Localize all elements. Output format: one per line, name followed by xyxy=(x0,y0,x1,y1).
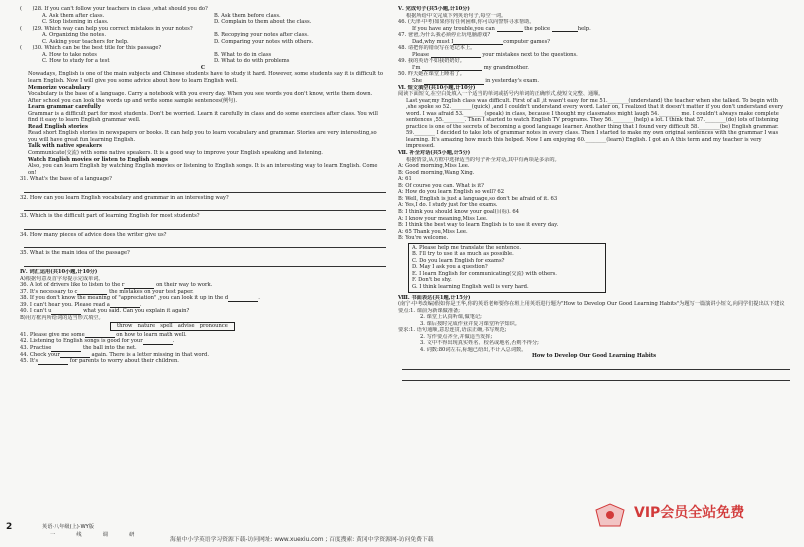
dialog-line-1: A: Good morning,Miss Lee. xyxy=(398,163,470,170)
dialog-option-g[interactable]: G. I think learning English well is very hard. xyxy=(412,283,529,290)
book-subtitle: 一 线 调 研 xyxy=(50,532,143,538)
question-50-english: She in yesterday's exam. xyxy=(412,78,539,85)
blank-38[interactable] xyxy=(228,296,258,302)
dialog-line-8[interactable]: B: I think you should know your goal(目标). 64 xyxy=(398,208,520,215)
dialog-line-5[interactable]: A: How do you learn English so well? 62 xyxy=(398,189,505,196)
section-4-b-instruction: B)用方框内所给词的适当形式填空。 xyxy=(20,314,104,321)
section-4-title: Ⅳ. 词汇运用(共10小题,计10分) xyxy=(20,268,98,275)
word-box: throw nature spell advise pronounce xyxy=(110,322,235,331)
passage-heading-1: Memorize vocabulary xyxy=(28,84,91,91)
question-28: ( )28. If you can't follow your teachers in class ,what should you do? xyxy=(20,6,208,12)
question-44: 44. Check your again. There is a letter missing in that word. xyxy=(20,351,209,358)
q30-option-c[interactable]: C. How to study for a test xyxy=(42,58,110,65)
book-title: 英语·八年级(上)·WY版 xyxy=(42,524,94,530)
answer-line-33[interactable] xyxy=(24,221,386,230)
dialog-option-a[interactable]: A. Please help me translate the sentence. xyxy=(412,244,521,251)
question-49: 49. 我的英语不如我奶奶好。 xyxy=(398,58,465,65)
question-45: 45. It's for parents to worry about their children. xyxy=(20,358,179,365)
question-47: 47. 爸爸,为什么我必须停止玩电脑游戏? xyxy=(398,32,491,39)
q30-options-2 xyxy=(20,58,386,65)
passage-heading-2: Learn grammar carefully xyxy=(28,104,101,111)
blank-45[interactable] xyxy=(38,359,68,365)
question-35: 35. What is the main idea of the passage? xyxy=(20,250,130,257)
download-ad-text[interactable]: 海量中小学英语学习资源下载-访问网址: www.xuexiu.com ; 百度搜索: 黄冈中学资源网-访问免费下载 xyxy=(170,537,434,543)
section-6-passage: Last year,my English class was difficult. First of all ,it wasn't easy for me 51.________(understand) the teacher when she talked. To begin with ,she spoke so 52.________(quick) ,and I couldn't understand every word. Later on, I realized that it doesn't matter if you don't understand every word. I was afraid 53.________(speak) in class, because I thought my classmates might laugh 54.________ me. I couldn't always make complete sentences ,55.________. Then I started to watch English TV programs. They 56.________(help) a lot. I think that 57.________(do) lots of listening practice is one of the secrets of becoming a good language learner. Another thing that I found very difficult 58.________(be) English grammar. 59.________ I decided to take lots of grammar notes in every class. Then I started to make my own original sentences with the grammar I was learning. It's amazing how much this helped. Now I am enjoying 60.________(learn) English. I got an A this term and my teacher is very impressed. xyxy=(406,97,784,150)
dialog-line-6[interactable]: B: Well, English is just a language,so don't be afraid of it. 63 xyxy=(398,195,558,202)
dialog-option-e[interactable]: E. I learn English for communicating(交流) with others. xyxy=(412,270,557,277)
q29-option-c[interactable]: C. Asking your teachers for help. xyxy=(42,38,129,45)
q28-option-d[interactable]: D. Complain to them about the class. xyxy=(214,19,312,26)
blank-50[interactable] xyxy=(424,79,484,85)
blank-40[interactable] xyxy=(51,309,81,315)
passage-para-2: Vocabulary is the base of a language. Carry a notebook with you every day. When you see words you don't know, write them down. After school you can look the words up and write some sample sentences(例句). xyxy=(28,91,373,104)
section-8-requirement-2: 2. 写作要点齐全,并做适当发挥; xyxy=(420,333,493,340)
essay-heading: How to Develop Our Good Learning Habits xyxy=(531,353,657,360)
question-31: 31. What's the base of a language? xyxy=(20,176,112,183)
question-41: 41. Please give me some on how to learn math well. xyxy=(20,331,187,338)
section-5-title: Ⅴ. 完成句子(共5小题,计10分) xyxy=(398,6,470,12)
essay-line-2[interactable] xyxy=(402,372,790,381)
dialog-option-c[interactable]: C. Do you learn English for exams? xyxy=(412,257,505,264)
q29-option-b[interactable]: B. Recopying your notes after class. xyxy=(214,32,309,39)
question-43: 43. Practise the ball into the net. xyxy=(20,344,137,351)
question-50: 50. 昨天她在课堂上睡着了。 xyxy=(398,71,465,78)
question-36: 36. A lot of drivers like to listen to the r on their way to work. xyxy=(20,282,213,289)
q28-option-b[interactable]: B. Ask them before class. xyxy=(214,12,281,19)
blank-46b[interactable] xyxy=(552,26,578,32)
passage-para-1: Nowadays, English is one of the main subjects and Chinese students have to study it hard. However, some students say it is difficult to learn English. Now I will give you some advice about how to learn English well. xyxy=(28,71,383,85)
dialog-line-12: B: You're welcome. xyxy=(398,235,449,242)
question-40: 40. I can't u what you said. Can you explain it again? xyxy=(20,308,190,315)
left-column xyxy=(20,6,386,365)
vip-banner[interactable]: VIP会员全站免费 xyxy=(634,505,745,521)
answer-line-31[interactable] xyxy=(24,184,386,193)
dialog-option-b[interactable]: B. I'll try to use it as much as possible. xyxy=(412,251,514,258)
q29-option-d[interactable]: D. Comparing your notes with others. xyxy=(214,38,314,45)
page-number: 2 xyxy=(6,522,13,532)
question-46-english: If you have any trouble,you can the police help. xyxy=(412,25,591,32)
question-29: ( )29. Which way can help you correct mistakes in your notes? xyxy=(20,25,193,32)
section-4-a-instruction: A)根据句意及首字母提示完成单词。 xyxy=(20,275,104,282)
essay-line-1[interactable] xyxy=(402,361,790,370)
passage-para-5: Communicate(交流) with some native speakers. It is a good way to improve your English speaking and listening. xyxy=(28,150,323,157)
section-7-title: Ⅶ. 补全对话(共5小题,计5分) xyxy=(398,150,471,157)
question-46: 46. (天津·中考)如果你有任何困难,你可以向警察寻求帮助。 xyxy=(398,19,535,26)
question-42: 42. Listening to English songs is good for your . xyxy=(20,338,175,345)
question-48: 48. 请把你的错误写在笔记本上。 xyxy=(398,45,476,52)
page-footer xyxy=(0,505,804,547)
blank-42[interactable] xyxy=(143,339,173,345)
passage-heading-3: Read English stories xyxy=(28,123,88,130)
q28-options-2 xyxy=(20,19,386,26)
question-48-english: Please your mistakes next to the questions. xyxy=(412,51,578,58)
question-33: 33. Which is the difficult part of learning English for most students? xyxy=(20,213,200,220)
section-8-requirement-1: 要求:1. 语句通顺,意思连贯,语法正确,书写规范; xyxy=(398,327,507,334)
section-6-instruction: 阅读下面短文,在空白处填入一个适当的单词或括号内单词的正确形式,使短文完整、通顺。 xyxy=(398,91,604,98)
section-8-title: Ⅷ. 书面表达(共1题,计15分) xyxy=(398,294,471,301)
q28-option-a[interactable]: A. Ask them after class. xyxy=(42,12,105,19)
section-8-point-1: 要点:1. 课前为新课做准备; xyxy=(398,307,460,314)
right-column xyxy=(398,6,790,383)
question-47-english: Dad,why must I computer games? xyxy=(412,38,551,45)
answer-line-32[interactable] xyxy=(24,202,386,211)
dialog-line-3[interactable]: A: 61 xyxy=(398,176,412,183)
section-8-point-3: 3. 课后按时完成作业并复习课堂所学知识。 xyxy=(420,320,520,327)
dialog-line-4: B: Of course you can. What is it? xyxy=(398,182,484,189)
passage-heading-4: Talk with native speakers xyxy=(28,143,102,150)
dialog-line-2: B: Good morning,Wang Xing. xyxy=(398,169,475,176)
passage-heading-5: Watch English movies or listen to English songs xyxy=(28,156,168,163)
answer-line-34[interactable] xyxy=(24,239,386,248)
dialog-option-d[interactable]: D. May I ask you a question? xyxy=(412,264,488,271)
q30-option-b[interactable]: B. What to do in class xyxy=(214,51,272,58)
dialog-option-f[interactable]: F. Don't be shy. xyxy=(412,277,452,284)
question-30: ( )30. Which can be the best title for this passage? xyxy=(20,45,162,52)
dialog-line-9: A: I know your meaning,Miss Lee. xyxy=(398,215,488,222)
question-49-english: I'm my grandmother. xyxy=(412,64,529,71)
question-34: 34. How many pieces of advice does the writer give us? xyxy=(20,231,167,238)
q29-option-a[interactable]: A. Organizing the notes. xyxy=(42,32,106,39)
blank-46a[interactable] xyxy=(497,26,523,32)
passage-letter: C xyxy=(200,64,206,71)
passage-para-6: Also, you can learn English by watching English movies or listening to English songs. It is an interesting way to learn English. Come on! xyxy=(28,163,378,176)
passage-para-3: Grammar is a difficult part for most students. Don't be worried. Learn it carefully in class and do some exercises after class. You will find it easy to learn English grammar well. xyxy=(28,110,378,124)
section-7-instruction: 根据情景,从方框中选择适当的句子补全对话,其中有两项是多余的。 xyxy=(406,156,560,163)
q28-option-c[interactable]: C. Stop listening in class. xyxy=(42,19,109,26)
section-5-instruction: 根据所给中文完成下列英语句子,每空一词。 xyxy=(406,12,507,19)
q30-option-a[interactable]: A. How to take notes xyxy=(42,51,97,58)
question-38: 38. If you don't know the meaning of "appreciation" ,you can look it up in the d . xyxy=(20,295,260,302)
passage-para-4: Read short English stories in newspapers or books. It can help you to learn vocabulary and grammar. Stories are very interesting,so you will have great fun learning English. xyxy=(28,130,377,143)
dialog-line-7: A: Yes,I do. I study just for the exams. xyxy=(398,202,498,209)
question-39: 39. I can't hear you. Please read a . xyxy=(20,301,142,308)
section-8-point-2: 2. 课堂上认真听课,做笔记; xyxy=(420,314,482,321)
section-8-requirement-4: 4. 词数:80词左右,标题已给出,不计入总词数。 xyxy=(420,346,527,353)
dialog-options-box xyxy=(408,243,606,293)
vip-gift-icon xyxy=(590,500,630,530)
question-32: 32. How can you learn English vocabulary and grammar in an interesting way? xyxy=(20,194,229,201)
q30-option-d[interactable]: D. What to do with problems xyxy=(214,58,290,65)
section-6-title: Ⅵ. 短文填空(共10小题,计10分) xyxy=(398,84,476,91)
dialog-line-10: B: I think the best way to learn English is to use it every day. xyxy=(398,222,559,229)
section-8-prompt: (南宁·中考改编)假如你是王华,你的英语老师要你在班上用英语进行题为"How to Develop Our Good Learning Habits"为题写一篇演讲小短文,向同学们提出以下建议 xyxy=(398,301,785,308)
dialog-line-11[interactable]: A: 65 Thank you,Miss Lee. xyxy=(398,228,468,235)
section-8-requirement-3: 3. 文中不得出现真实姓名、校名或地名,否则不得分; xyxy=(420,340,539,347)
answer-line-35[interactable] xyxy=(24,258,386,267)
question-37: 37. It's necessary to c the mistakes on your test paper. xyxy=(20,288,194,295)
